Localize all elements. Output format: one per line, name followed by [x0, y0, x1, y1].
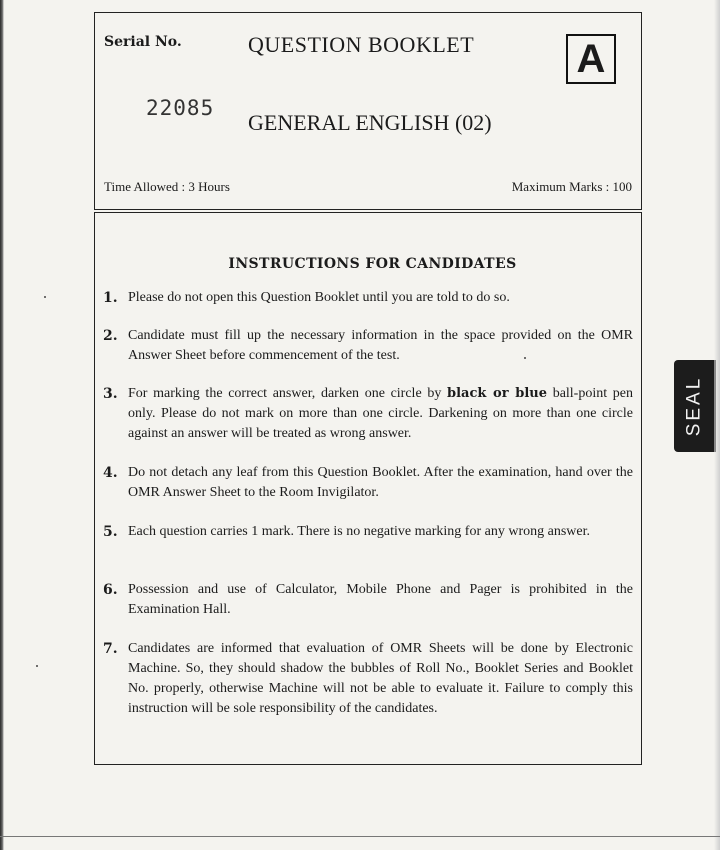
instruction-number: 7. — [103, 641, 118, 657]
instruction-item — [103, 326, 633, 366]
instruction-text-emphasis: black or blue — [447, 386, 548, 401]
instruction-text: Each question carries 1 mark. There is no negative marking for any wrong answer. — [128, 524, 590, 539]
instruction-number: 1. — [103, 290, 118, 306]
instruction-text-part: For marking the correct answer, darken one circle by — [128, 386, 447, 401]
instruction-item — [103, 463, 633, 503]
instruction-text — [128, 384, 633, 444]
instruction-text: Candidate must fill up the necessary information in the space provided on the OMR Answer Sheet before commencement of the test. — [128, 328, 633, 363]
seal-edge-line — [714, 360, 716, 452]
instruction-item — [103, 580, 633, 620]
instruction-number: 4. — [103, 465, 118, 481]
instruction-number: 6. — [103, 582, 118, 598]
instruction-number: 2. — [103, 328, 118, 344]
scan-edge-left — [0, 0, 4, 850]
instruction-text: Please do not open this Question Booklet until you are told to do so. — [128, 290, 510, 305]
time-allowed: Time Allowed : 3 Hours — [104, 179, 230, 194]
scan-speck — [44, 296, 46, 298]
subject-title: GENERAL ENGLISH (02) — [248, 110, 492, 135]
instruction-item — [103, 288, 633, 308]
bottom-rule — [0, 836, 720, 837]
booklet-title: QUESTION BOOKLET — [248, 32, 475, 57]
series-box — [566, 34, 616, 84]
instructions-heading: INSTRUCTIONS FOR CANDIDATES — [228, 256, 517, 272]
instruction-text-part: ball-point pen only. Please do not mark on more than one circle. Darkening on more than one circle against an answer will be treated as wrong answer. — [128, 386, 634, 441]
scan-speck — [36, 665, 38, 667]
scan-speck — [524, 357, 526, 359]
serial-number: 22085 — [146, 96, 215, 120]
instruction-item — [103, 384, 633, 444]
seal-label: SEAL — [683, 375, 704, 437]
instruction-item — [103, 639, 633, 719]
seal-tab — [674, 360, 714, 452]
max-marks: Maximum Marks : 100 — [511, 179, 632, 194]
instruction-number: 5. — [103, 524, 118, 540]
series-letter: A — [576, 37, 606, 81]
instruction-text: Possession and use of Calculator, Mobile Phone and Pager is prohibited in the Examination Hall. — [128, 582, 633, 617]
serial-label: Serial No. — [104, 34, 182, 50]
instruction-number: 3. — [103, 386, 118, 402]
instruction-item — [103, 522, 633, 542]
instruction-text: Do not detach any leaf from this Question Booklet. After the examination, hand over the OMR Answer Sheet to the Room Invigilator. — [128, 465, 633, 500]
instruction-text: Candidates are informed that evaluation of OMR Sheets will be done by Electronic Machine. So, they should shadow the bubbles of Roll No., Booklet Series and Booklet No. properly, otherwise Machine will not be able to evaluate it. Failure to comply this instruction will be sole responsibility of the candidates. — [128, 641, 633, 716]
